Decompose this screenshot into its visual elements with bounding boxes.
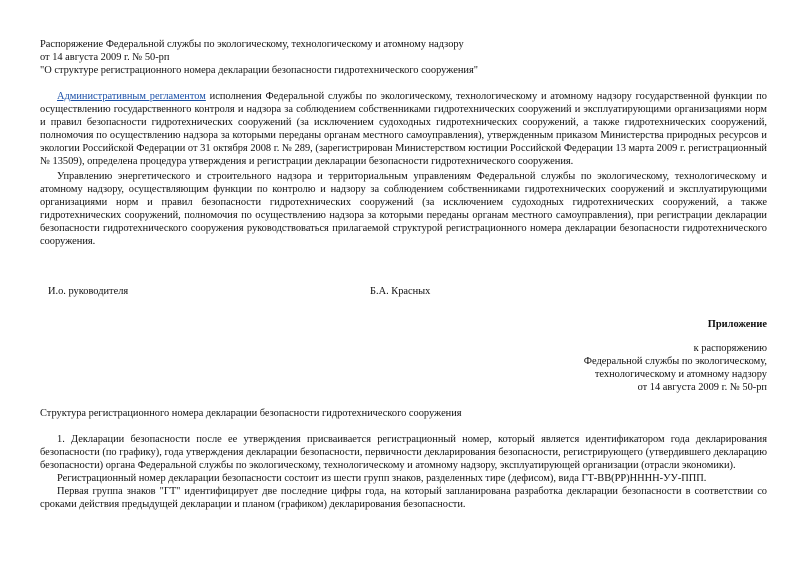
- appendix-reference: [584, 342, 767, 394]
- structure-title: Структура регистрационного номера декларации безопасности гидротехнического сооружения: [40, 408, 462, 419]
- document-header: [40, 38, 770, 77]
- appendix-line-2: Федеральной службы по экологическому,: [583, 356, 767, 368]
- regulation-link[interactable]: Административным регламентом: [57, 91, 206, 102]
- appendix-line-1: к распоряжению: [693, 343, 767, 354]
- appendix-line-4: от 14 августа 2009 г. № 50-рп: [637, 382, 767, 394]
- appendix-title: Приложение: [707, 319, 767, 330]
- header-line-3: "О структуре регистрационного номера декларации безопасности гидротехнического сооружения": [40, 65, 478, 77]
- structure-paragraph-1: 1. Декларации безопасности после ее утверждения присваивается регистрационный номер, который является идентификатором года декларирования безопасности (по графику), года утверждения декларации безопасности, первичности декларирования безопасности, регистрирующего (утвердившего декларацию безопасности) органа Федеральной службы по экологическому, технологическому и атомному надзору, эксплуатирующей организации (отрасли экономики).: [40, 434, 767, 472]
- header-line-1: Распоряжение Федеральной службы по экологическому, технологическому и атомному надзору: [40, 39, 464, 50]
- structure-body: [40, 433, 767, 512]
- appendix-line-3: технологическому и атомному надзору: [594, 369, 767, 381]
- header-line-2: от 14 августа 2009 г. № 50-рп: [40, 52, 170, 64]
- structure-paragraph-3: Первая группа знаков "ГТ" идентифицирует две последние цифры года, на который запланирована разработка декларации безопасности в соответствии со сроками действия предыдущей декларации и планом (графиком) декларирования безопасности.: [40, 486, 767, 511]
- paragraph-2: Управлению энергетического и строительного надзора и территориальным управлениям Федеральной службы по экологическому, технологическому и атомному надзору, осуществляющим функции по контролю и надзору за соблюдением собственниками гидротехнических сооружений и эксплуатирующими организациями норм и правил безопасности гидротехнических сооружений (за исключением судоходных гидротехнических сооружений, а также гидротехнических сооружений, полномочия по осуществлению надзора за которыми переданы органам местного самоуправления), при регистрации декларации безопасности гидротехнического сооружения руководствоваться прилагаемой структурой регистрационного номера декларации безопасности гидротехнического сооружения.: [40, 170, 767, 248]
- document-body: [40, 90, 767, 248]
- signature-name: Б.А. Красных: [370, 286, 431, 297]
- signature-role: И.о. руководителя: [48, 286, 129, 297]
- structure-paragraph-2: Регистрационный номер декларации безопасности состоит из шести групп знаков, разделенных тире (дефисом), вида ГТ-ВВ(РР)НННН-УУ-ППП.: [57, 473, 707, 485]
- paragraph-1: [40, 90, 767, 169]
- paragraph-1-text: исполнения Федеральной службы по экологическому, технологическому и атомному надзору государственной функции по осуществлению государственного контроля и надзора за соблюдением собственниками гидротехнических сооружений и эксплуатирующими организациями норм и правил безопасности гидротехнических сооружений (за исключением судоходных гидротехнических сооружений, а также гидротехнических сооружений, полномочия по осуществлению надзора за которыми переданы органам местного самоуправления), утвержденным приказом Министерства природных ресурсов и экологии Российской Федерации от 31 октября 2008 г. № 289, (зарегистрирован Министерством юстиции Российской Федерации 13 марта 2009 г. регистрационный № 13509), определена процедура утверждения и регистрации декларации безопасности гидротехнического сооружения.: [40, 91, 767, 168]
